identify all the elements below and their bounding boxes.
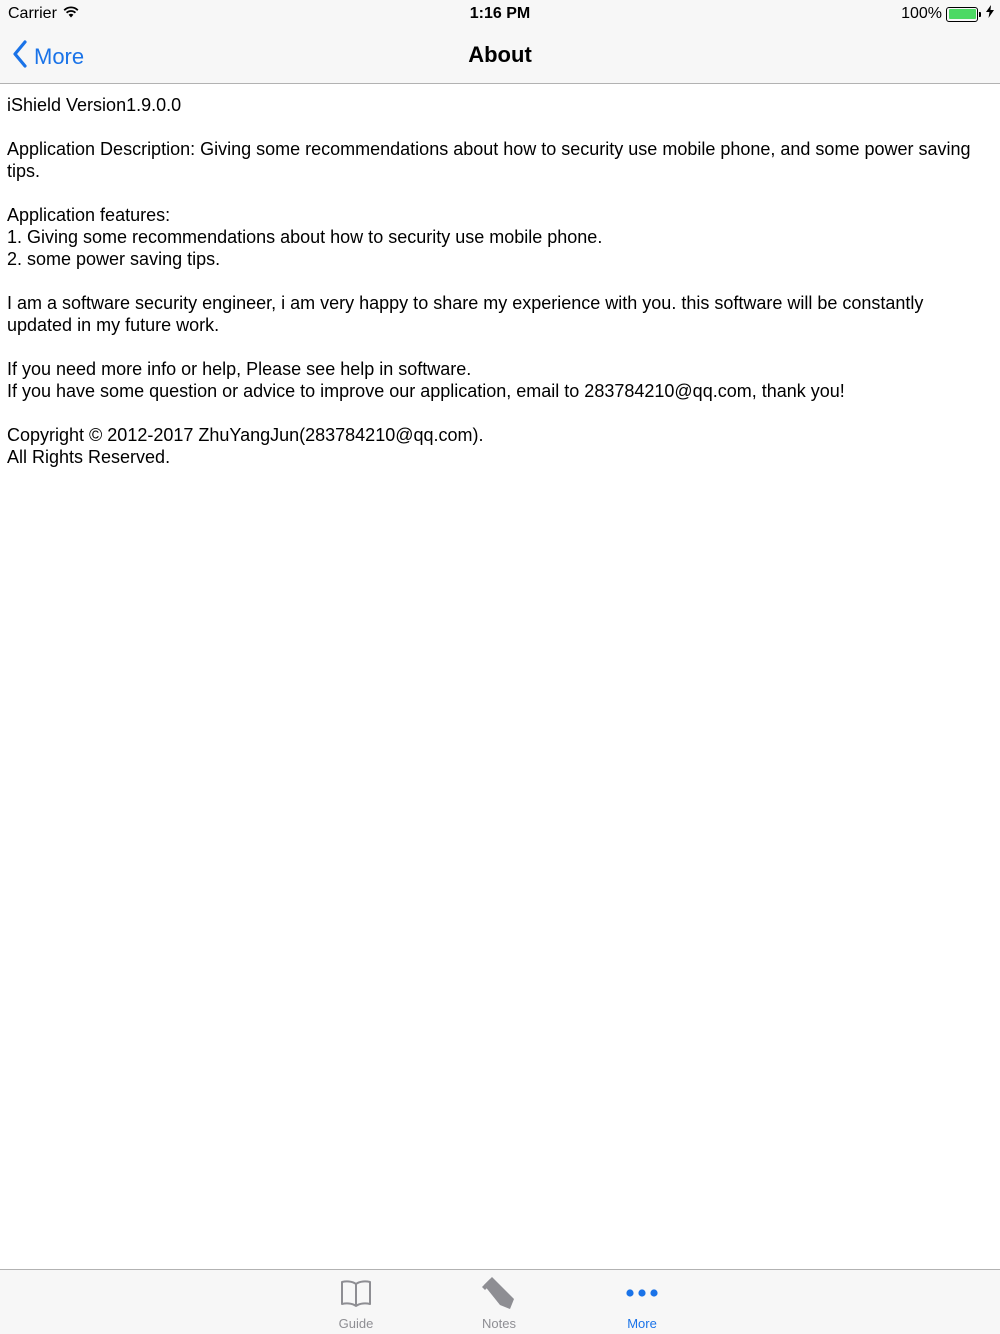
contact-text: If you have some question or advice to improve our application, email to 283784210@qq.com, thank you!	[7, 381, 845, 401]
tab-more[interactable]	[587, 1270, 697, 1334]
pencil-icon	[480, 1276, 518, 1310]
help-text: If you need more info or help, Please see help in software.	[7, 359, 472, 379]
version-text: iShield Version1.9.0.0	[7, 95, 182, 115]
charging-bolt-icon	[986, 5, 994, 23]
battery-percent: 100%	[901, 5, 942, 22]
carrier-label: Carrier	[8, 5, 57, 22]
rights-text: All Rights Reserved.	[7, 447, 171, 467]
feature-item-1: 1. Giving some recommendations about how to security use mobile phone.	[7, 227, 603, 247]
tab-guide-label: Guide	[338, 1316, 374, 1331]
tab-more-label: More	[627, 1316, 657, 1331]
feature-item-2: 2. some power saving tips.	[7, 249, 221, 269]
features-heading: Application features:	[7, 205, 171, 225]
copyright-text: Copyright © 2012-2017 ZhuYangJun(283784210@qq.com).	[7, 425, 484, 445]
about-text	[7, 94, 993, 468]
battery-icon	[946, 7, 978, 22]
battery-fill	[949, 9, 976, 19]
battery-group	[901, 5, 994, 23]
status-time: 1:16 PM	[469, 5, 531, 22]
back-button-label: More	[34, 44, 85, 69]
tab-bar	[0, 1269, 1000, 1334]
author-text: I am a software security engineer, i am very happy to share my experience with you. this software will be constantly updated in my future work.	[7, 293, 924, 335]
more-dots-icon	[625, 1276, 659, 1310]
navigation-bar	[0, 28, 1000, 84]
tab-guide[interactable]	[301, 1270, 411, 1334]
tab-notes[interactable]	[444, 1270, 554, 1334]
page-title: About	[468, 42, 532, 67]
book-icon	[339, 1276, 373, 1310]
tab-notes-label: Notes	[482, 1316, 516, 1331]
status-bar	[0, 0, 1000, 28]
description-text: Application Description: Giving some recommendations about how to security use mobile phone, and some power saving tips.	[7, 139, 971, 181]
